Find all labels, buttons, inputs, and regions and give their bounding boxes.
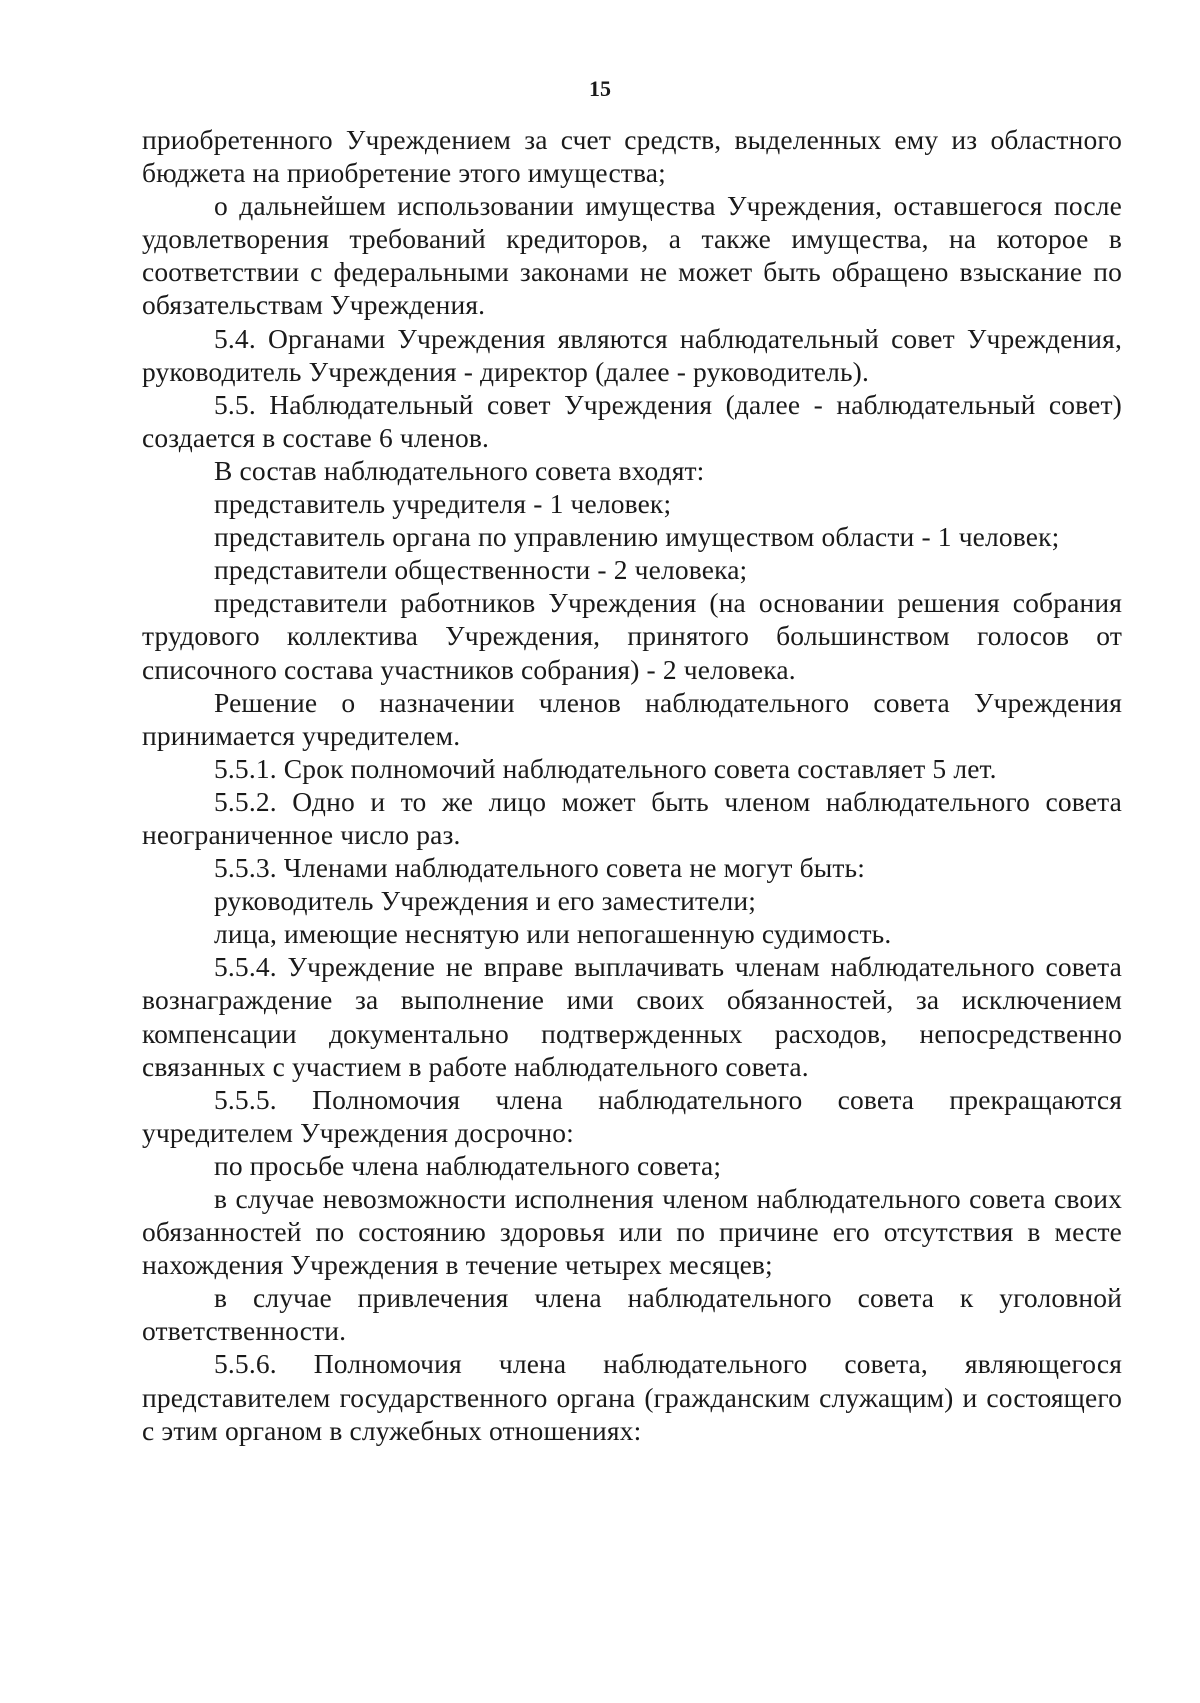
paragraph-4: 5.5. Наблюдательный совет Учреждения (далее - наблюдательный совет) создается в составе 6 членов.	[142, 388, 1122, 453]
paragraph-21: 5.5.6. Полномочия члена наблюдательного совета, являющегося представителем государственного органа (гражданским служащим) и состоящего с этим органом в служебных отношениях:	[142, 1348, 1122, 1446]
paragraph-13: 5.5.3. Членами наблюдательного совета не могут быть:	[214, 852, 865, 884]
paragraph-2: о дальнейшем использовании имущества Учреждения, оставшегося после удовлетворения требований кредиторов, а также имущества, на которое в соответствии с федеральными законами не может быть обращено взыскание по обязательствам Учреждения.	[142, 190, 1122, 321]
paragraph-18: по просьбе члена наблюдательного совета;	[214, 1149, 722, 1181]
paragraph-3: 5.4. Органами Учреждения являются наблюдательный совет Учреждения, руководитель Учреждения - директор (далее - руководитель).	[142, 322, 1122, 387]
paragraph-14: руководитель Учреждения и его заместители;	[214, 885, 757, 917]
document-body	[142, 123, 1122, 1447]
paragraph-16: 5.5.4. Учреждение не вправе выплачивать членам наблюдательного совета вознаграждение за выполнение ими своих обязанностей, за исключением компенсации документально подтвержденных расходов, непосредственно связанных с участием в работе наблюдательного совета.	[142, 951, 1122, 1082]
paragraph-5: В состав наблюдательного совета входят:	[214, 454, 705, 486]
paragraph-1: приобретенного Учреждением за счет средств, выделенных ему из областного бюджета на приобретение этого имущества;	[142, 124, 1122, 189]
paragraph-12: 5.5.2. Одно и то же лицо может быть членом наблюдательного совета неограниченное число раз.	[142, 785, 1122, 850]
paragraph-19: в случае невозможности исполнения членом наблюдательного совета своих обязанностей по состоянию здоровья или по причине его отсутствия в месте нахождения Учреждения в течение четырех месяцев;	[142, 1183, 1122, 1281]
paragraph-17: 5.5.5. Полномочия члена наблюдательного совета прекращаются учредителем Учреждения досрочно:	[142, 1083, 1122, 1148]
paragraph-15: лица, имеющие неснятую или непогашенную судимость.	[214, 918, 892, 950]
paragraph-8: представители общественности - 2 человека;	[214, 554, 748, 586]
paragraph-7: представитель органа по управлению имуществом области - 1 человек;	[214, 521, 1060, 553]
paragraph-20: в случае привлечения члена наблюдательного совета к уголовной ответственности.	[142, 1282, 1122, 1347]
page-number: 15	[589, 76, 611, 101]
paragraph-11: 5.5.1. Срок полномочий наблюдательного совета составляет 5 лет.	[214, 752, 997, 784]
paragraph-6: представитель учредителя - 1 человек;	[214, 488, 672, 520]
paragraph-9: представители работников Учреждения (на основании решения собрания трудового коллектива Учреждения, принятого большинством голосов от списочного состава участников собрания) - 2 человека.	[142, 587, 1122, 685]
paragraph-10: Решение о назначении членов наблюдательного совета Учреждения принимается учредителем.	[142, 686, 1122, 751]
